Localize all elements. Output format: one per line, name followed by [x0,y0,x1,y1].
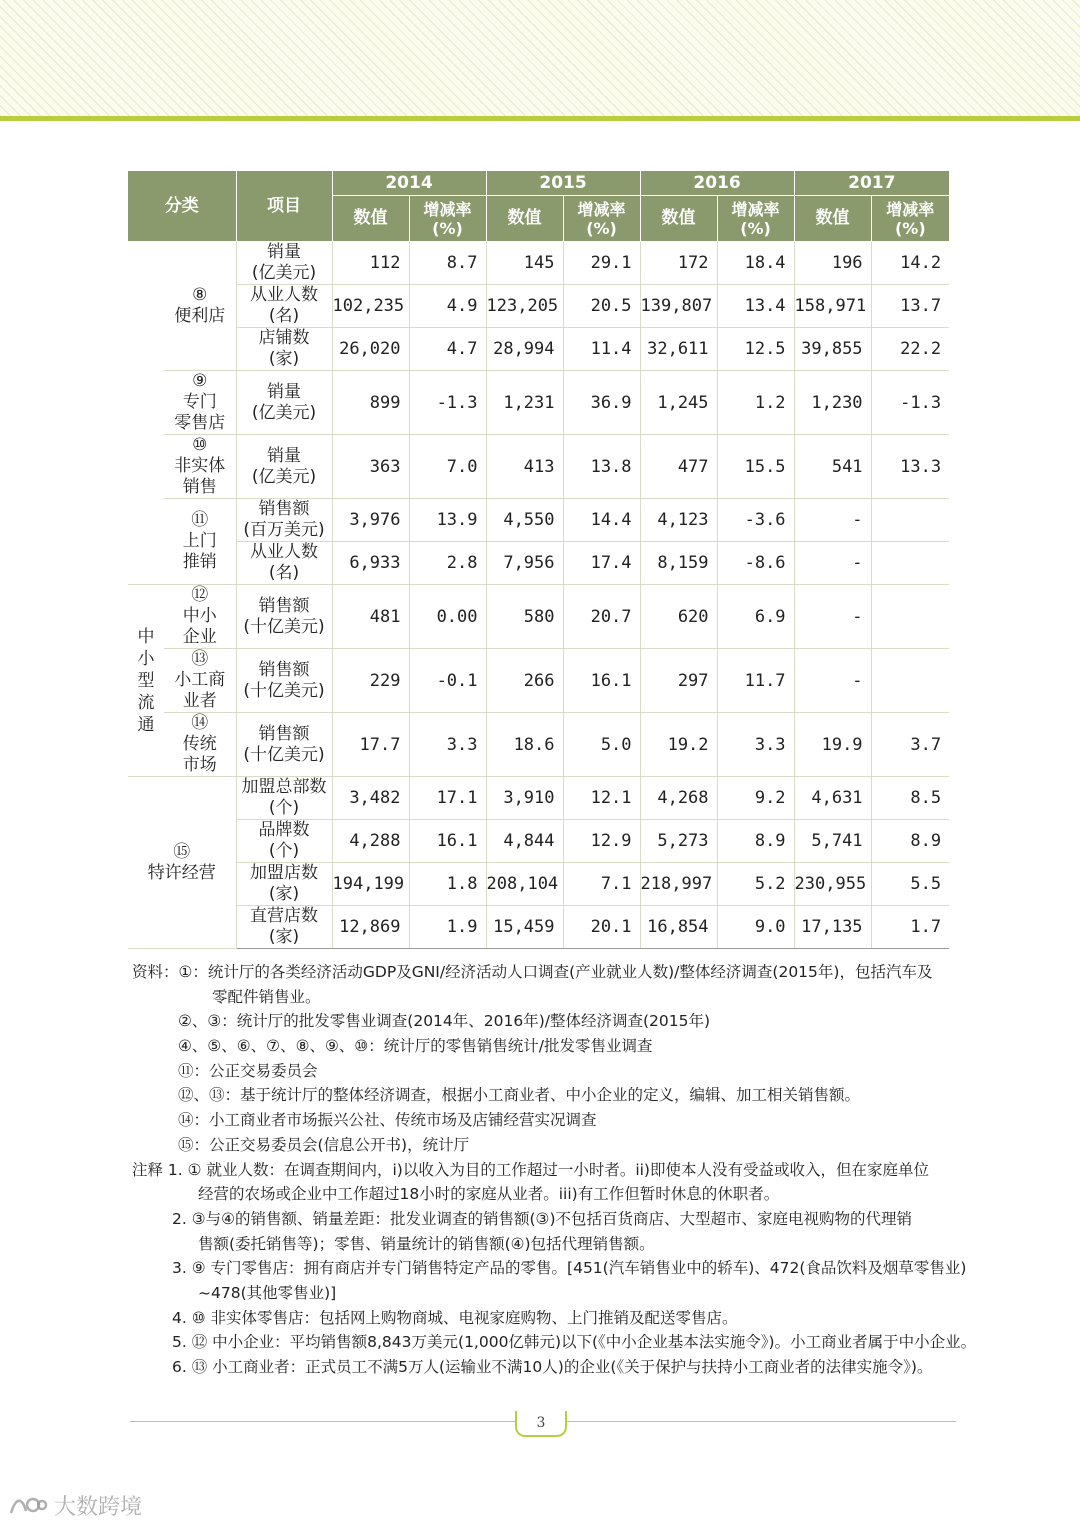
rate-cell: 14.2 [871,242,949,285]
category-franchise: ⑮ 特许经营 [128,777,236,949]
rate-cell: 3.3 [409,713,486,777]
table-row [128,499,949,542]
row-item-label: 销售额 (十亿美元) [236,649,332,713]
value-cell: - [794,585,871,649]
value-cell: 5,273 [640,820,717,863]
page-number: 3 [515,1411,567,1437]
table-row [128,242,949,285]
rate-cell: 11.7 [717,649,794,713]
value-cell: 139,807 [640,285,717,328]
rate-cell: 4.9 [409,285,486,328]
header-rate: 增减率 (%) [409,196,486,242]
value-cell: 4,550 [486,499,563,542]
category-c14: ⑭ 传统 市场 [164,713,236,777]
table-header [128,171,949,242]
rate-cell: 8.9 [871,820,949,863]
note-line: 经营的农场或企业中工作超过18小时的家庭从业者。iii)有工作但暂时休息的休职者。 [198,1185,780,1204]
rate-cell: 13.3 [871,435,949,499]
header-value: 数值 [486,196,563,242]
rate-cell: 17.1 [409,777,486,820]
value-cell: 1,245 [640,371,717,435]
header-year-2014: 2014 [332,171,486,196]
top-accent-rule [0,116,1080,121]
rate-cell: 9.0 [717,906,794,949]
rate-cell: 11.4 [563,328,640,371]
value-cell: - [794,499,871,542]
notes-section [132,960,977,1380]
group-mid-small-distribution: 中小型流通 [128,585,164,777]
value-cell: 297 [640,649,717,713]
rate-cell: 20.7 [563,585,640,649]
table-row [128,863,949,906]
row-item-label: 直营店数 (家) [236,906,332,949]
rate-cell: 17.4 [563,542,640,585]
value-cell: 16,854 [640,906,717,949]
value-cell: 580 [486,585,563,649]
header-value: 数值 [640,196,717,242]
rate-cell: -8.6 [717,542,794,585]
table-body [128,242,949,949]
value-cell: 1,231 [486,371,563,435]
value-cell: 4,631 [794,777,871,820]
rate-cell: 13.4 [717,285,794,328]
rate-cell: 1.7 [871,906,949,949]
value-cell: 7,956 [486,542,563,585]
rate-cell: 36.9 [563,371,640,435]
rate-cell: 8.7 [409,242,486,285]
row-item-label: 销量 (亿美元) [236,435,332,499]
rate-cell: 1.2 [717,371,794,435]
value-cell: 3,976 [332,499,409,542]
value-cell: 102,235 [332,285,409,328]
value-cell: 208,104 [486,863,563,906]
value-cell: 620 [640,585,717,649]
value-cell: 28,994 [486,328,563,371]
note-line: 注释 1. ① 就业人数：在调查期间内，i)以收入为目的工作超过一小时者。ii)即使本人没有受益或收入，但在家庭单位 [132,1160,929,1179]
table-row [128,906,949,949]
rate-cell: 12.1 [563,777,640,820]
value-cell: 3,482 [332,777,409,820]
rate-cell: 13.7 [871,285,949,328]
rate-cell: 15.5 [717,435,794,499]
value-cell: 17.7 [332,713,409,777]
value-cell: 112 [332,242,409,285]
rate-cell: 8.5 [871,777,949,820]
value-cell: 158,971 [794,285,871,328]
rate-cell: 5.5 [871,863,949,906]
value-cell: 15,459 [486,906,563,949]
value-cell: 266 [486,649,563,713]
rate-cell [871,649,949,713]
rate-cell: 13.8 [563,435,640,499]
rate-cell: 8.9 [717,820,794,863]
rate-cell: -3.6 [717,499,794,542]
rate-cell: -0.1 [409,649,486,713]
row-item-label: 从业人数 (名) [236,542,332,585]
row-item-label: 店铺数 (家) [236,328,332,371]
value-cell: 32,611 [640,328,717,371]
rate-cell: 3.7 [871,713,949,777]
category-c8: ⑧ 便利店 [164,242,236,371]
rate-cell: 7.1 [563,863,640,906]
value-cell: 481 [332,585,409,649]
note-line: ~478(其他零售业)] [198,1283,337,1302]
table-row [128,649,949,713]
row-item-label: 销售额 (十亿美元) [236,713,332,777]
value-cell: 218,997 [640,863,717,906]
value-cell: 541 [794,435,871,499]
rate-cell: 16.1 [563,649,640,713]
header-rate: 增减率 (%) [871,196,949,242]
rate-cell: 1.9 [409,906,486,949]
value-cell: 899 [332,371,409,435]
value-cell: 413 [486,435,563,499]
rate-cell: 4.7 [409,328,486,371]
header-rate: 增减率 (%) [563,196,640,242]
group-blank [128,242,164,585]
value-cell: 229 [332,649,409,713]
table-row [128,435,949,499]
header-value: 数值 [332,196,409,242]
retail-stats-table [128,171,949,949]
note-line: ②、③：统计厅的批发零售业调查(2014年、2016年)/整体经济调查(2015年) [178,1012,711,1031]
value-cell: 363 [332,435,409,499]
value-cell: 4,123 [640,499,717,542]
rate-cell: 0.00 [409,585,486,649]
category-c9: ⑨ 专门 零售店 [164,371,236,435]
row-item-label: 销量 (亿美元) [236,242,332,285]
row-item-label: 从业人数 (名) [236,285,332,328]
header-rate: 增减率 (%) [717,196,794,242]
table-row [128,777,949,820]
table-row [128,371,949,435]
value-cell: 172 [640,242,717,285]
note-line: 4. ⑩ 非实体零售店：包括网上购物商城、电视家庭购物、上门推销及配送零售店。 [172,1308,738,1327]
watermark [8,1488,142,1522]
rate-cell: 22.2 [871,328,949,371]
value-cell: 8,159 [640,542,717,585]
rate-cell: 20.5 [563,285,640,328]
value-cell: 12,869 [332,906,409,949]
rate-cell [871,542,949,585]
row-item-label: 销量 (亿美元) [236,371,332,435]
value-cell: - [794,542,871,585]
value-cell: 5,741 [794,820,871,863]
top-pattern-band [0,0,1080,116]
value-cell: 19.9 [794,713,871,777]
note-line: 售额(委托销售等)；零售、销量统计的销售额(④)包括代理销售额。 [198,1234,655,1253]
note-line: ④、⑤、⑥、⑦、⑧、⑨、⑩：统计厅的零售销售统计/批发零售业调查 [178,1037,653,1056]
row-item-label: 销售额 (百万美元) [236,499,332,542]
value-cell: 196 [794,242,871,285]
value-cell: 17,135 [794,906,871,949]
value-cell: 6,933 [332,542,409,585]
note-line: ⑪：公正交易委员会 [178,1061,318,1080]
rate-cell: 14.4 [563,499,640,542]
value-cell: 477 [640,435,717,499]
value-cell: 26,020 [332,328,409,371]
header-item: 项目 [236,171,332,242]
value-cell: 18.6 [486,713,563,777]
rate-cell: 13.9 [409,499,486,542]
table-row [128,328,949,371]
row-item-label: 销售额 (十亿美元) [236,585,332,649]
rate-cell: -1.3 [409,371,486,435]
value-cell: 4,288 [332,820,409,863]
note-line: 5. ⑫ 中小企业：平均销售额8,843万美元(1,000亿韩元)以下(《中小企业基本法实施令》)。小工商业者属于中小企业。 [172,1333,977,1352]
category-c13: ⑬ 小工商 业者 [164,649,236,713]
watermark-logo-icon [8,1491,48,1519]
rate-cell: 7.0 [409,435,486,499]
value-cell: - [794,649,871,713]
note-line: 零配件销售业。 [212,987,321,1006]
rate-cell: 29.1 [563,242,640,285]
value-cell: 19.2 [640,713,717,777]
row-item-label: 加盟总部数 (个) [236,777,332,820]
note-line: 2. ③与④的销售额、销量差距：批发业调查的销售额(③)不包括百货商店、大型超市、家庭电视购物的代理销 [172,1209,912,1228]
rate-cell [871,499,949,542]
value-cell: 230,955 [794,863,871,906]
table-row [128,542,949,585]
table-row [128,820,949,863]
rate-cell: 12.9 [563,820,640,863]
value-cell: 194,199 [332,863,409,906]
note-line: 3. ⑨ 专门零售店：拥有商店并专门销售特定产品的零售。[451(汽车销售业中的轿车)、472(食品饮料及烟草零售业) [172,1259,967,1278]
rate-cell: 5.2 [717,863,794,906]
category-c10: ⑩ 非实体 销售 [164,435,236,499]
value-cell: 3,910 [486,777,563,820]
rate-cell: 6.9 [717,585,794,649]
rate-cell: -1.3 [871,371,949,435]
note-line: 资料：①：统计厅的各类经济活动GDP及GNI/经济活动人口调查(产业就业人数)/整体经济调查(2015年)，包括汽车及 [132,963,933,981]
header-year-2017: 2017 [794,171,949,196]
header-value: 数值 [794,196,871,242]
value-cell: 1,230 [794,371,871,435]
value-cell: 123,205 [486,285,563,328]
category-c12: ⑫ 中小 企业 [164,585,236,649]
table-row [128,585,949,649]
value-cell: 145 [486,242,563,285]
rate-cell: 20.1 [563,906,640,949]
value-cell: 4,844 [486,820,563,863]
rate-cell: 3.3 [717,713,794,777]
header-year-2016: 2016 [640,171,794,196]
table-row [128,713,949,777]
rate-cell: 18.4 [717,242,794,285]
note-line: 6. ⑬ 小工商业者：正式员工不满5万人(运输业不满10人)的企业(《关于保护与扶持小工商业者的法律实施令》)。 [172,1358,933,1376]
rate-cell: 5.0 [563,713,640,777]
row-item-label: 加盟店数 (家) [236,863,332,906]
value-cell: 4,268 [640,777,717,820]
rate-cell: 16.1 [409,820,486,863]
rate-cell: 1.8 [409,863,486,906]
category-c11: ⑪ 上门 推销 [164,499,236,585]
table-row [128,285,949,328]
note-line: ⑭：小工商业者市场振兴公社、传统市场及店铺经营实况调查 [178,1111,597,1130]
rate-cell: 2.8 [409,542,486,585]
header-category: 分类 [128,171,236,242]
rate-cell: 12.5 [717,328,794,371]
rate-cell: 9.2 [717,777,794,820]
watermark-text: 大数跨境 [54,1494,143,1520]
note-line: ⑮：公正交易委员会(信息公开书)，统计厅 [178,1135,470,1154]
row-item-label: 品牌数 (个) [236,820,332,863]
header-year-2015: 2015 [486,171,640,196]
value-cell: 39,855 [794,328,871,371]
note-line: ⑫、⑬：基于统计厅的整体经济调查，根据小工商业者、中小企业的定义，编辑、加工相关销售额。 [178,1086,861,1105]
rate-cell [871,585,949,649]
